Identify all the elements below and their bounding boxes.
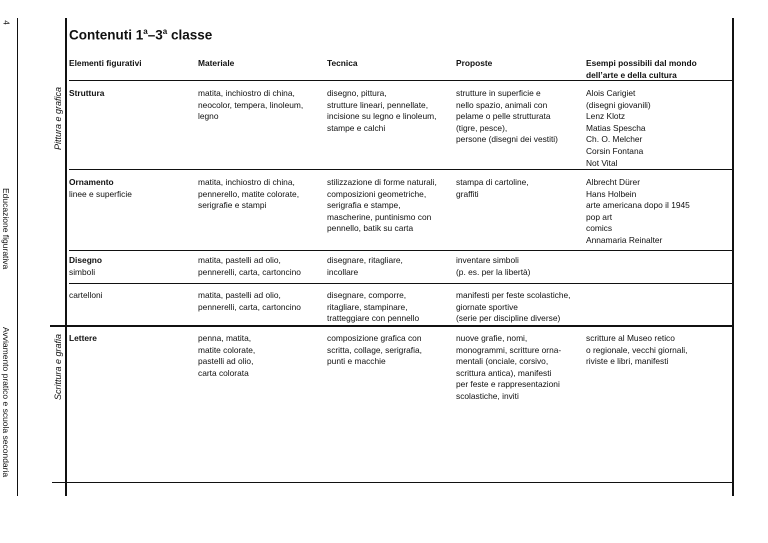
header-proposte: Proposte <box>456 58 493 68</box>
bottom-rule <box>52 482 732 483</box>
row-lettere-esempi: scritture al Museo retico o regionale, vecchi giornali, riviste e libri, manifesti <box>586 333 688 367</box>
side-label-avviamento: Avviamento pratico e scuola secondaria <box>1 327 11 478</box>
left-margin-rule <box>17 18 18 496</box>
row-ornamento-tecnica: stilizzazione di forme naturali, composizioni geometriche, serigrafia e stampe, mascherine, puntinismo con pennello, batik su carta <box>327 177 437 234</box>
row-disegno-title: Disegno <box>69 255 103 265</box>
page-number: 4 <box>1 20 11 25</box>
row-disegno-materiale: matita, pastelli ad olio, pennerelli, carta, cartoncino <box>198 255 301 277</box>
header-esempi: Esempi possibili dal mondo dell’arte e della cultura <box>586 58 697 80</box>
right-margin-rule <box>732 18 734 496</box>
row-rule <box>69 283 732 284</box>
title-sup2: a <box>162 27 168 36</box>
row-disegno-tecnica: disegnare, ritagliare, incollare <box>327 255 403 277</box>
row-struttura-materiale: matita, inchiostro di china, neocolor, tempera, linoleum, legno <box>198 88 304 122</box>
title-text: Contenuti 1 <box>69 27 144 43</box>
row-lettere-title: Lettere <box>69 333 97 343</box>
page-title <box>69 27 212 43</box>
row-cartelloni-materiale: matita, pastelli ad olio, pennerelli, carta, cartoncino <box>198 290 301 312</box>
row-struttura-title: Struttura <box>69 88 105 98</box>
row-rule <box>69 250 732 251</box>
row-ornamento-title: Ornamento <box>69 177 114 187</box>
row-cartelloni-proposte: manifesti per feste scolastiche, giornate sportive (serie per discipline diverse) <box>456 290 571 324</box>
row-ornamento-proposte: stampa di cartoline, graffiti <box>456 177 529 199</box>
row-disegno-sub: simboli <box>69 266 96 277</box>
row-struttura-esempi: Alois Carigiet (disegni giovanili) Lenz Klotz Matias Spescha Ch. O. Melcher Corsin Fontana Not Vital <box>586 88 651 168</box>
section-label-pittura: Pittura e grafica <box>53 86 63 150</box>
row-lettere-proposte: nuove grafie, nomi, monogrammi, scritture orna- mentali (onciale, corsivo, scrittura antica), manifesti per feste e rappresentazioni scolastiche, inviti <box>456 333 562 401</box>
row-struttura-proposte: strutture in superficie e nello spazio, animali con pelame o pelle strutturata (tigre, pesce), persone (disegni dei vestiti) <box>456 88 558 145</box>
row-ornamento-esempi: Albrecht Dürer Hans Holbein arte americana dopo il 1945 pop art comics Annamaria Reinalter <box>586 177 690 245</box>
row-ornamento-materiale: matita, inchiostro di china, pennerello, matite colorate, serigrafie e stampi <box>198 177 300 211</box>
row-cartelloni-sub: cartelloni <box>69 290 103 300</box>
row-lettere-materiale: penna, matita, matite colorate, pastelli ad olio, carta colorata <box>198 333 256 378</box>
row-cartelloni-tecnica: disegnare, comporre, ritagliare, stampinare, tratteggiare con pennello <box>327 290 420 324</box>
row-ornamento-sub: linee e superficie <box>69 188 132 199</box>
section-divider-rule <box>65 18 67 496</box>
row-disegno-proposte: inventare simboli (p. es. per la libertà) <box>456 255 531 277</box>
header-elementi: Elementi figurativi <box>69 58 142 68</box>
header-materiale: Materiale <box>198 58 235 68</box>
row-struttura-tecnica: disegno, pittura, strutture lineari, pennellate, incisione su legno e linoleum, stampe e calchi <box>327 88 437 133</box>
title-mid: –3 <box>147 27 163 43</box>
header-tecnica: Tecnica <box>327 58 358 68</box>
row-lettere-tecnica: composizione grafica con scritta, collage, serigrafia, punti e macchie <box>327 333 422 367</box>
section-rule <box>50 325 732 327</box>
side-label-educazione: Educazione figurativa <box>1 188 11 270</box>
title-end: classe <box>167 27 213 43</box>
title-sup: a <box>143 27 148 36</box>
section-label-scrittura: Scrittura e grafia <box>53 333 63 400</box>
